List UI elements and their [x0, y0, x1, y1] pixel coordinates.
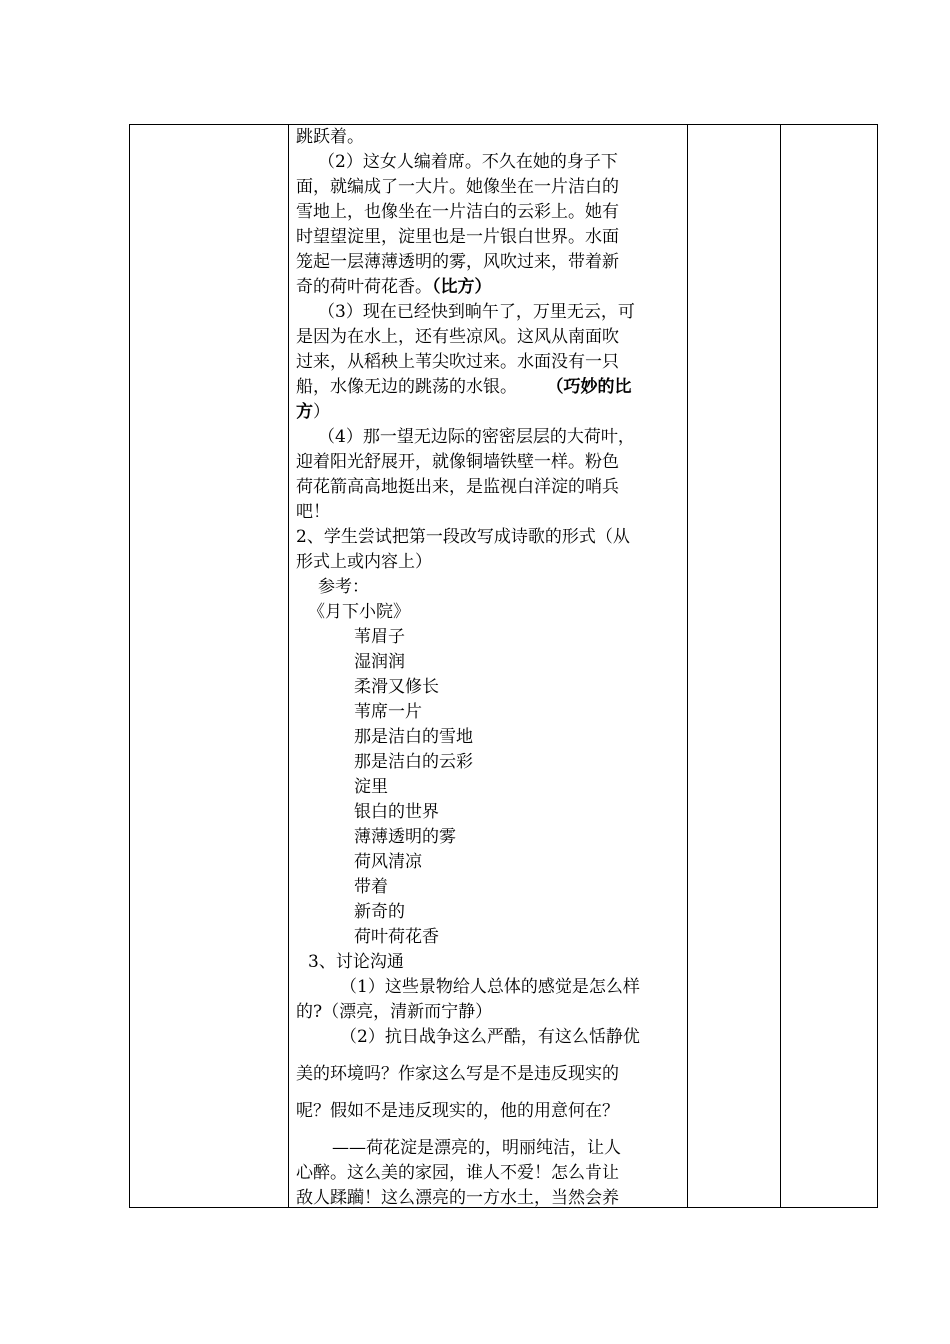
text-line: 2、学生尝试把第一段改写成诗歌的形式（从	[296, 527, 630, 547]
text-line: 的?（漂亮，清新而宁静）	[296, 1002, 493, 1022]
poem-line: 新奇的	[354, 902, 405, 922]
text-line: 跳跃着。	[296, 127, 364, 147]
poem-line: 苇眉子	[354, 627, 405, 647]
text-line	[296, 275, 686, 300]
text-line: 心醉。这么美的家园，谁人不爱！怎么肯让	[296, 1163, 619, 1183]
text-line: 迎着阳光舒展开，就像铜墙铁壁一样。粉色	[296, 452, 619, 472]
text-line	[296, 375, 686, 400]
text-line: （3）现在已经快到晌午了，万里无云，可	[318, 302, 635, 322]
text-line: 荷花箭高高地挺出来，是监视白洋淀的哨兵	[296, 477, 619, 497]
text-line: （1）这些景物给人总体的感觉是怎么样	[340, 977, 640, 997]
bold-annotation: （巧妙的比	[555, 377, 632, 397]
text-line: 时望望淀里，淀里也是一片银白世界。水面	[296, 227, 619, 247]
column-divider	[288, 125, 289, 1207]
poem-line: 荷叶荷花香	[354, 927, 439, 947]
text-span: ）	[313, 402, 330, 422]
text-line: ——荷花淀是漂亮的，明丽纯洁，让人	[332, 1138, 621, 1158]
bold-annotation: （比方）	[432, 277, 492, 297]
bold-annotation: 方	[296, 402, 313, 422]
text-line: 美的环境吗？作家这么写是不是违反现实的	[296, 1064, 619, 1084]
text-line: （2）这女人编着席。不久在她的身子下	[318, 152, 618, 172]
poem-line: 荷风清凉	[354, 852, 422, 872]
text-line: 形式上或内容上）	[296, 552, 432, 572]
poem-line: 柔滑又修长	[354, 677, 439, 697]
poem-title: 《月下小院》	[308, 602, 410, 622]
text-line: 参考：	[318, 577, 369, 597]
poem-line: 薄薄透明的雾	[354, 827, 456, 847]
poem-line: 那是洁白的云彩	[354, 752, 473, 772]
poem-line: 淀里	[354, 777, 388, 797]
poem-line: 银白的世界	[354, 802, 439, 822]
text-line: 过来，从稻秧上苇尖吹过来。水面没有一只	[296, 352, 619, 372]
text-span: 奇的荷叶荷花香。	[296, 277, 432, 297]
text-line: （2）抗日战争这么严酷，有这么恬静优	[340, 1027, 640, 1047]
text-line: 是因为在水上，还有些凉风。这风从南面吹	[296, 327, 619, 347]
text-line: 笼起一层薄薄透明的雾，风吹过来，带着新	[296, 252, 619, 272]
text-line: 敌人蹂躏！这么漂亮的一方水土，当然会养	[296, 1188, 619, 1208]
poem-line: 苇席一片	[354, 702, 422, 722]
text-line: 吧！	[296, 502, 330, 522]
text-line: 雪地上，也像坐在一片洁白的云彩上。她有	[296, 202, 619, 222]
text-line: 呢？假如不是违反现实的，他的用意何在？	[296, 1101, 619, 1121]
text-line: 面，就编成了一大片。她像坐在一片洁白的	[296, 177, 619, 197]
text-line: 3、讨论沟通	[308, 952, 404, 972]
column-divider	[780, 125, 781, 1207]
poem-line: 那是洁白的雪地	[354, 727, 473, 747]
text-line	[296, 400, 686, 425]
poem-line: 带着	[354, 877, 388, 897]
text-span: 船，水像无边的跳荡的水银。	[296, 377, 517, 397]
text-line: （4）那一望无边际的密密层层的大荷叶，	[318, 427, 635, 447]
poem-line: 湿润润	[354, 652, 405, 672]
lesson-table	[129, 124, 878, 1208]
lesson-content-cell	[296, 125, 686, 1211]
column-divider	[687, 125, 688, 1207]
